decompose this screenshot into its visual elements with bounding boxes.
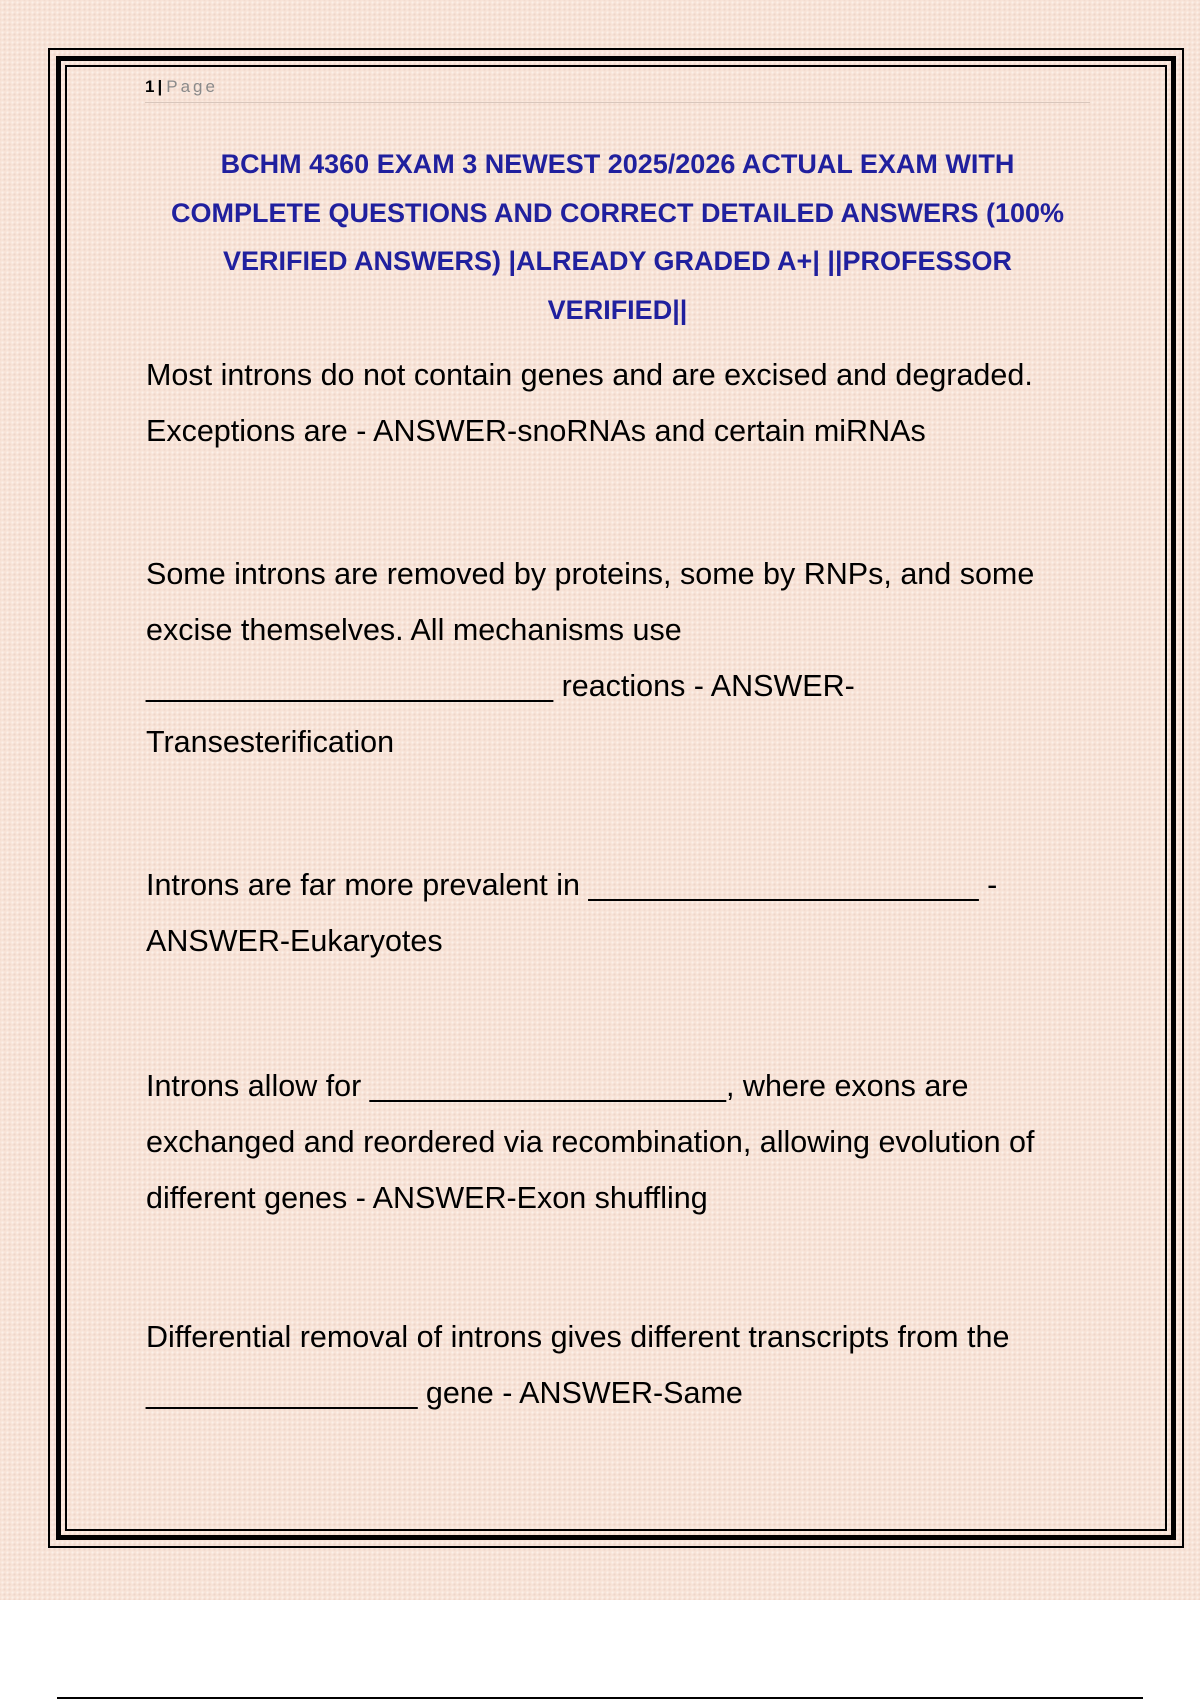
qa-line: ________________________ reactions - ANSWER- <box>146 669 855 703</box>
document-title <box>145 140 1090 334</box>
footer-divider <box>57 1697 1143 1699</box>
qa-line: Most introns do not contain genes and are excised and degraded. <box>146 358 1033 392</box>
page-separator: | <box>157 77 163 96</box>
qa-line: Some introns are removed by proteins, some by RNPs, and some <box>146 557 1035 591</box>
qa-line: ANSWER-Eukaryotes <box>146 924 443 958</box>
title-line: VERIFIED ANSWERS) |ALREADY GRADED A+| ||PROFESSOR <box>222 246 1013 276</box>
qa-line: Introns allow for _____________________, where exons are <box>146 1069 969 1103</box>
title-line: VERIFIED|| <box>547 294 688 325</box>
qa-line: excise themselves. All mechanisms use <box>146 613 682 647</box>
question-answer-5 <box>146 1309 1096 1421</box>
question-answer-1 <box>146 347 1096 459</box>
qa-line: Transesterification <box>146 725 395 759</box>
page-label: Page <box>166 77 218 96</box>
qa-line: exchanged and reordered via recombination, allowing evolution of <box>146 1125 1035 1159</box>
qa-line: different genes - ANSWER-Exon shuffling <box>146 1181 708 1215</box>
qa-line: Exceptions are - ANSWER-snoRNAs and certain miRNAs <box>146 414 926 448</box>
question-answer-3 <box>146 857 1096 969</box>
question-answer-2 <box>146 546 1096 770</box>
qa-line: ________________ gene - ANSWER-Same <box>146 1376 743 1410</box>
page-header <box>145 74 1090 103</box>
title-line: BCHM 4360 EXAM 3 NEWEST 2025/2026 ACTUAL EXAM WITH <box>220 149 1015 179</box>
question-answer-4 <box>146 1058 1096 1226</box>
page-number: 1 <box>145 77 155 96</box>
qa-line: Differential removal of introns gives different transcripts from the <box>146 1320 1010 1354</box>
title-line: COMPLETE QUESTIONS AND CORRECT DETAILED ANSWERS (100% <box>170 197 1065 228</box>
qa-line: Introns are far more prevalent in _______________________ - <box>146 868 998 902</box>
